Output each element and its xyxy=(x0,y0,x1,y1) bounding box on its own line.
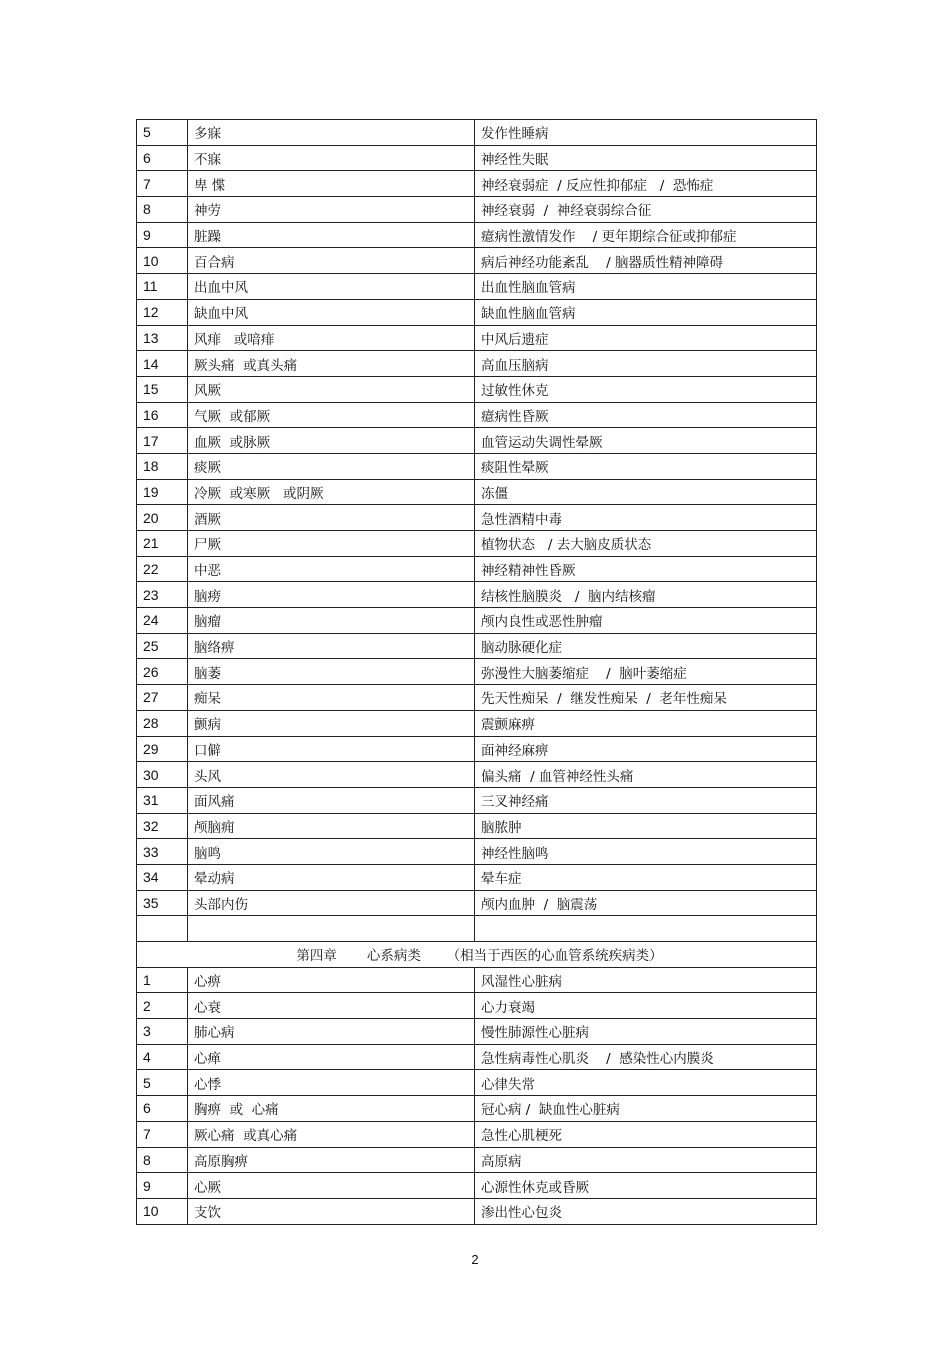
tcm-disease-cell: 晕动病 xyxy=(188,864,475,890)
western-disease-cell: 过敏性休克 xyxy=(475,376,817,402)
western-disease-cell: 心律失常 xyxy=(475,1070,817,1096)
row-number-cell: 11 xyxy=(137,274,188,300)
row-number-cell: 10 xyxy=(137,248,188,274)
table-row xyxy=(137,787,817,813)
tcm-disease-cell: 尸厥 xyxy=(188,531,475,557)
table-chapter-heading xyxy=(137,942,817,968)
western-disease-cell: 先天性痴呆 / 继发性痴呆 / 老年性痴呆 xyxy=(475,685,817,711)
western-disease-cell: 癔病性激情发作 / 更年期综合征或抑郁症 xyxy=(475,222,817,248)
table-row xyxy=(137,505,817,531)
row-number-cell: 8 xyxy=(137,197,188,223)
table-row xyxy=(137,633,817,659)
western-disease-cell: 偏头痛 / 血管神经性头痛 xyxy=(475,762,817,788)
row-number-cell: 32 xyxy=(137,813,188,839)
western-disease-cell: 渗出性心包炎 xyxy=(475,1198,817,1224)
western-disease-cell: 脑脓肿 xyxy=(475,813,817,839)
chapter-heading: 第四章 心系病类 （相当于西医的心血管系统疾病类） xyxy=(137,942,817,968)
tcm-disease-cell: 面风痛 xyxy=(188,787,475,813)
table-row xyxy=(137,120,817,146)
tcm-disease-cell: 胸痹 或 心痛 xyxy=(188,1096,475,1122)
western-disease-cell: 心源性休克或昏厥 xyxy=(475,1173,817,1199)
western-disease-cell: 心力衰竭 xyxy=(475,993,817,1019)
row-number-cell: 4 xyxy=(137,1044,188,1070)
table-row xyxy=(137,145,817,171)
western-disease-cell: 震颤麻痹 xyxy=(475,710,817,736)
tcm-disease-cell: 心衰 xyxy=(188,993,475,1019)
western-disease-cell: 发作性睡病 xyxy=(475,120,817,146)
table-row xyxy=(137,248,817,274)
row-number-cell: 30 xyxy=(137,762,188,788)
row-number-cell: 19 xyxy=(137,479,188,505)
tcm-disease-cell: 风痱 或喑痱 xyxy=(188,325,475,351)
tcm-disease-cell: 缺血中风 xyxy=(188,299,475,325)
tcm-disease-cell: 卑 惵 xyxy=(188,171,475,197)
tcm-disease-cell: 风厥 xyxy=(188,376,475,402)
table-row xyxy=(137,376,817,402)
table-row xyxy=(137,582,817,608)
table-row xyxy=(137,710,817,736)
row-number-cell: 3 xyxy=(137,1019,188,1045)
tcm-disease-cell: 脑痨 xyxy=(188,582,475,608)
table-row xyxy=(137,890,817,916)
table-row xyxy=(137,1070,817,1096)
tcm-disease-cell: 口僻 xyxy=(188,736,475,762)
row-number-cell: 6 xyxy=(137,145,188,171)
row-number-cell: 34 xyxy=(137,864,188,890)
western-disease-cell: 神经衰弱症 / 反应性抑郁症 / 恐怖症 xyxy=(475,171,817,197)
table-row xyxy=(137,685,817,711)
tcm-disease-cell: 出血中风 xyxy=(188,274,475,300)
table-row xyxy=(137,531,817,557)
table-row xyxy=(137,839,817,865)
tcm-disease-cell: 气厥 或郁厥 xyxy=(188,402,475,428)
table-row xyxy=(137,325,817,351)
table-row xyxy=(137,993,817,1019)
row-number-cell: 9 xyxy=(137,1173,188,1199)
tcm-disease-cell: 心瘅 xyxy=(188,1044,475,1070)
western-disease-cell: 冠心病 / 缺血性心脏病 xyxy=(475,1096,817,1122)
table-row xyxy=(137,608,817,634)
table-row xyxy=(137,1198,817,1224)
tcm-disease-cell: 中恶 xyxy=(188,556,475,582)
tcm-disease-cell: 痰厥 xyxy=(188,453,475,479)
row-number-cell: 15 xyxy=(137,376,188,402)
western-disease-cell: 急性酒精中毒 xyxy=(475,505,817,531)
western-disease-cell: 急性心肌梗死 xyxy=(475,1121,817,1147)
table-row xyxy=(137,1147,817,1173)
western-disease-cell: 中风后遗症 xyxy=(475,325,817,351)
western-disease-cell: 病后神经功能紊乱 / 脑器质性精神障碍 xyxy=(475,248,817,274)
western-disease-cell: 缺血性脑血管病 xyxy=(475,299,817,325)
tcm-disease-cell: 头风 xyxy=(188,762,475,788)
row-number-cell: 28 xyxy=(137,710,188,736)
tcm-disease-cell: 心厥 xyxy=(188,1173,475,1199)
row-number-cell: 13 xyxy=(137,325,188,351)
western-disease-cell: 脑动脉硬化症 xyxy=(475,633,817,659)
table-spacer xyxy=(137,916,817,942)
western-disease-cell: 冻僵 xyxy=(475,479,817,505)
tcm-disease-cell: 百合病 xyxy=(188,248,475,274)
tcm-disease-cell: 肺心病 xyxy=(188,1019,475,1045)
row-number-cell: 17 xyxy=(137,428,188,454)
table-row xyxy=(137,402,817,428)
table-row xyxy=(137,1096,817,1122)
tcm-disease-cell: 酒厥 xyxy=(188,505,475,531)
western-disease-cell: 高血压脑病 xyxy=(475,351,817,377)
row-number-cell: 23 xyxy=(137,582,188,608)
western-disease-cell: 高原病 xyxy=(475,1147,817,1173)
tcm-disease-cell: 冷厥 或寒厥 或阴厥 xyxy=(188,479,475,505)
western-disease-cell: 神经性失眠 xyxy=(475,145,817,171)
table-row xyxy=(137,1121,817,1147)
page-number: 2 xyxy=(471,1252,479,1267)
row-number-cell: 12 xyxy=(137,299,188,325)
western-disease-cell: 急性病毒性心肌炎 / 感染性心内膜炎 xyxy=(475,1044,817,1070)
western-disease-cell: 结核性脑膜炎 / 脑内结核瘤 xyxy=(475,582,817,608)
western-disease-cell: 三叉神经痛 xyxy=(475,787,817,813)
row-number-cell: 1 xyxy=(137,967,188,993)
row-number-cell: 20 xyxy=(137,505,188,531)
table-row xyxy=(137,1044,817,1070)
tcm-disease-cell: 颅脑痈 xyxy=(188,813,475,839)
tcm-disease-cell: 高原胸痹 xyxy=(188,1147,475,1173)
chapter-heading-row xyxy=(137,942,817,968)
table-row xyxy=(137,762,817,788)
table-row xyxy=(137,453,817,479)
tcm-disease-cell: 脑瘤 xyxy=(188,608,475,634)
western-disease-cell: 颅内良性或恶性肿瘤 xyxy=(475,608,817,634)
western-disease-cell: 神经性脑鸣 xyxy=(475,839,817,865)
row-number-cell: 7 xyxy=(137,171,188,197)
western-disease-cell: 出血性脑血管病 xyxy=(475,274,817,300)
table-row xyxy=(137,1173,817,1199)
table-row xyxy=(137,197,817,223)
row-number-cell: 5 xyxy=(137,120,188,146)
tcm-disease-cell: 痴呆 xyxy=(188,685,475,711)
western-disease-cell: 神经衰弱 / 神经衰弱综合征 xyxy=(475,197,817,223)
row-number-cell: 35 xyxy=(137,890,188,916)
western-disease-cell: 血管运动失调性晕厥 xyxy=(475,428,817,454)
row-number-cell: 5 xyxy=(137,1070,188,1096)
table-row xyxy=(137,479,817,505)
empty-row xyxy=(137,916,817,942)
table-body-chapter-three xyxy=(137,120,817,916)
row-number-cell: 14 xyxy=(137,351,188,377)
row-number-cell: 31 xyxy=(137,787,188,813)
row-number-cell: 18 xyxy=(137,453,188,479)
row-number-cell: 24 xyxy=(137,608,188,634)
table-row xyxy=(137,171,817,197)
row-number-cell: 9 xyxy=(137,222,188,248)
tcm-disease-cell: 脏躁 xyxy=(188,222,475,248)
tcm-disease-cell: 脑鸣 xyxy=(188,839,475,865)
row-number-cell: 10 xyxy=(137,1198,188,1224)
western-disease-cell: 慢性肺源性心脏病 xyxy=(475,1019,817,1045)
tcm-disease-cell: 不寐 xyxy=(188,145,475,171)
table-row xyxy=(137,274,817,300)
table-row xyxy=(137,222,817,248)
table-row xyxy=(137,428,817,454)
disease-mapping-table xyxy=(136,119,817,1225)
table-row xyxy=(137,351,817,377)
table-row xyxy=(137,1019,817,1045)
tcm-disease-cell: 厥头痛 或真头痛 xyxy=(188,351,475,377)
western-disease-cell: 癔病性昏厥 xyxy=(475,402,817,428)
row-number-cell: 27 xyxy=(137,685,188,711)
row-number-cell: 16 xyxy=(137,402,188,428)
table-row xyxy=(137,967,817,993)
tcm-disease-cell: 多寐 xyxy=(188,120,475,146)
table-row xyxy=(137,813,817,839)
western-disease-cell: 晕车症 xyxy=(475,864,817,890)
tcm-disease-cell: 血厥 或脉厥 xyxy=(188,428,475,454)
tcm-disease-cell: 心悸 xyxy=(188,1070,475,1096)
table-body-chapter-four xyxy=(137,967,817,1224)
table-row xyxy=(137,736,817,762)
row-number-cell: 25 xyxy=(137,633,188,659)
western-disease-cell: 植物状态 / 去大脑皮质状态 xyxy=(475,531,817,557)
western-disease-cell: 弥漫性大脑萎缩症 / 脑叶萎缩症 xyxy=(475,659,817,685)
western-disease-cell: 颅内血肿 / 脑震荡 xyxy=(475,890,817,916)
western-disease-cell: 痰阻性晕厥 xyxy=(475,453,817,479)
row-number-cell: 29 xyxy=(137,736,188,762)
row-number-cell: 2 xyxy=(137,993,188,1019)
tcm-disease-cell: 脑络痹 xyxy=(188,633,475,659)
row-number-cell: 7 xyxy=(137,1121,188,1147)
table-row xyxy=(137,556,817,582)
row-number-cell: 26 xyxy=(137,659,188,685)
table-row xyxy=(137,299,817,325)
western-disease-cell: 神经精神性昏厥 xyxy=(475,556,817,582)
row-number-cell: 33 xyxy=(137,839,188,865)
row-number-cell: 8 xyxy=(137,1147,188,1173)
row-number-cell: 6 xyxy=(137,1096,188,1122)
western-disease-cell: 风湿性心脏病 xyxy=(475,967,817,993)
western-disease-cell: 面神经麻痹 xyxy=(475,736,817,762)
tcm-disease-cell: 脑萎 xyxy=(188,659,475,685)
tcm-disease-cell: 厥心痛 或真心痛 xyxy=(188,1121,475,1147)
table-row xyxy=(137,864,817,890)
tcm-disease-cell: 心痹 xyxy=(188,967,475,993)
row-number-cell: 21 xyxy=(137,531,188,557)
tcm-disease-cell: 头部内伤 xyxy=(188,890,475,916)
tcm-disease-cell: 支饮 xyxy=(188,1198,475,1224)
table-row xyxy=(137,659,817,685)
tcm-disease-cell: 颤病 xyxy=(188,710,475,736)
tcm-disease-cell: 神劳 xyxy=(188,197,475,223)
row-number-cell: 22 xyxy=(137,556,188,582)
